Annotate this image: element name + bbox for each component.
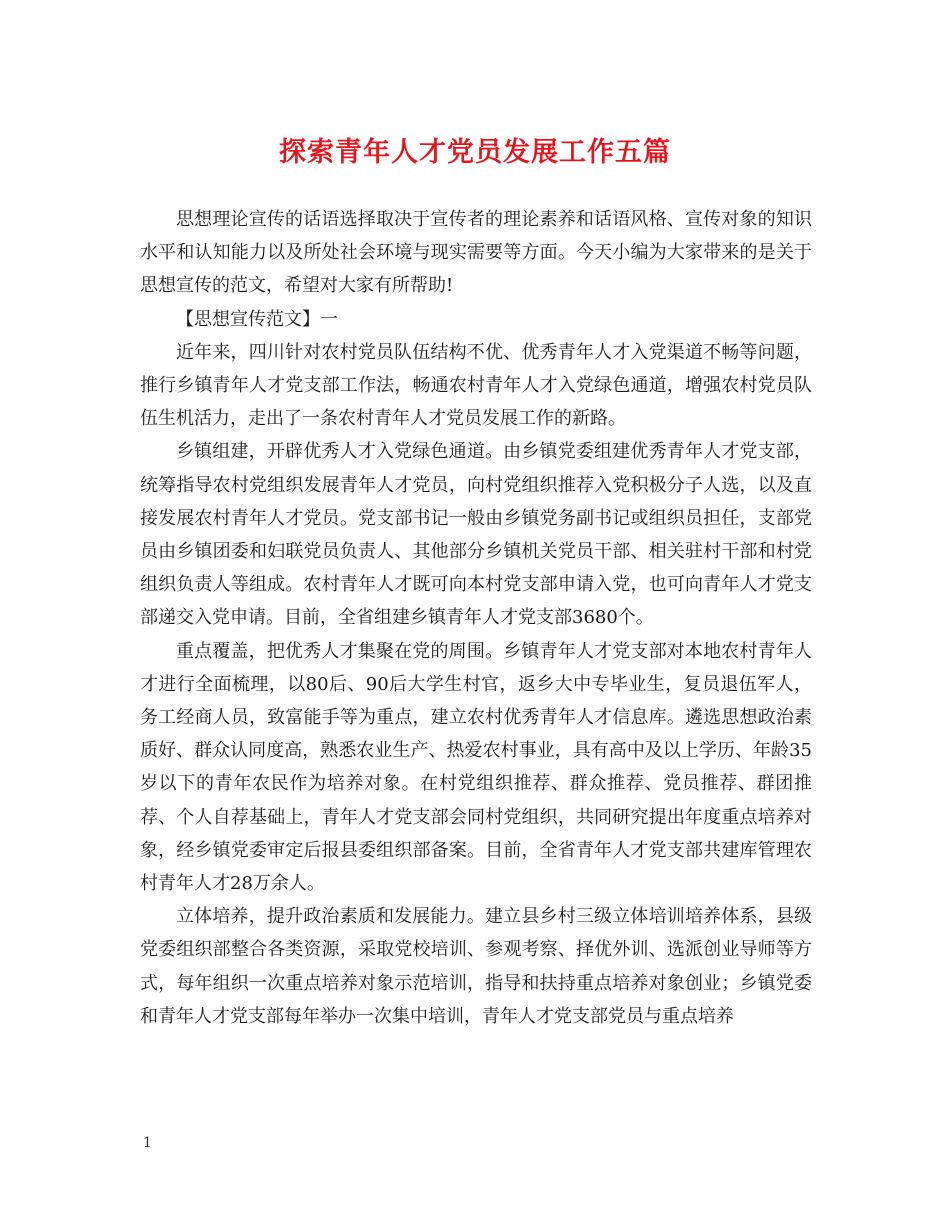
paragraph-key-coverage: 重点覆盖，把优秀人才集聚在党的周围。乡镇青年人才党支部对本地农村青年人才进行全面梳理，以80后、90后大学生村官，返乡大中专毕业生，复员退伍军人，务工经商人员，致富能手等为重点，建立农村优秀青年人才信息库。遴选思想政治素质好、群众认同度高，熟悉农业生产、热爱农村事业，具有高中及以上学历、年龄35岁以下的青年农民作为培养对象。在村党组织推荐、群众推荐、党员推荐、群团推荐、个人自荐基础上，青年人才党支部会同村党组织，共同研究提出年度重点培养对象，经乡镇党委审定后报县委组织部备案。目前，全省青年人才党支部共建库管理农村青年人才28万余人。	[140, 640, 812, 895]
page-number: 1	[143, 1135, 152, 1151]
paragraph-township-organization: 乡镇组建，开辟优秀人才入党绿色通道。由乡镇党委组建优秀青年人才党支部，统筹指导农村党组织发展青年人才党员，向村党组织推荐入党积极分子人选，以及直接发展农村青年人才党员。党支部书记一般由乡镇党务副书记或组织员担任，支部党员由乡镇团委和妇联党员负责人、其他部分乡镇机关党员干部、相关驻村干部和村党组织负责人等组成。农村青年人才既可向本村党支部申请入党，也可向青年人才党支部递交入党申请。目前，全省组建乡镇青年人才党支部3680个。	[140, 441, 812, 629]
document-body	[140, 203, 812, 1033]
paragraph-section-heading: 【思想宣传范文】一	[176, 308, 338, 330]
document-title: 探索青年人才党员发展工作五篇	[279, 137, 671, 168]
paragraph-intro: 思想理论宣传的话语选择取决于宣传者的理论素养和话语风格、宣传对象的知识水平和认知能力以及所处社会环境与现实需要等方面。今天小编为大家带来的是关于思想宣传的范文，希望对大家有所帮助!	[140, 209, 812, 297]
paragraph-training: 立体培养，提升政治素质和发展能力。建立县乡村三级立体培训培养体系，县级党委组织部整合各类资源，采取党校培训、参观考察、择优外训、选派创业导师等方式，每年组织一次重点培养对象示范培训，指导和扶持重点培养对象创业；乡镇党委和青年人才党支部每年举办一次集中培训，青年人才党支部党员与重点培养	[140, 906, 812, 1027]
paragraph-background: 近年来，四川针对农村党员队伍结构不优、优秀青年人才入党渠道不畅等问题，推行乡镇青年人才党支部工作法，畅通农村青年人才入党绿色通道，增强农村党员队伍生机活力，走出了一条农村青年人才党员发展工作的新路。	[140, 341, 812, 430]
